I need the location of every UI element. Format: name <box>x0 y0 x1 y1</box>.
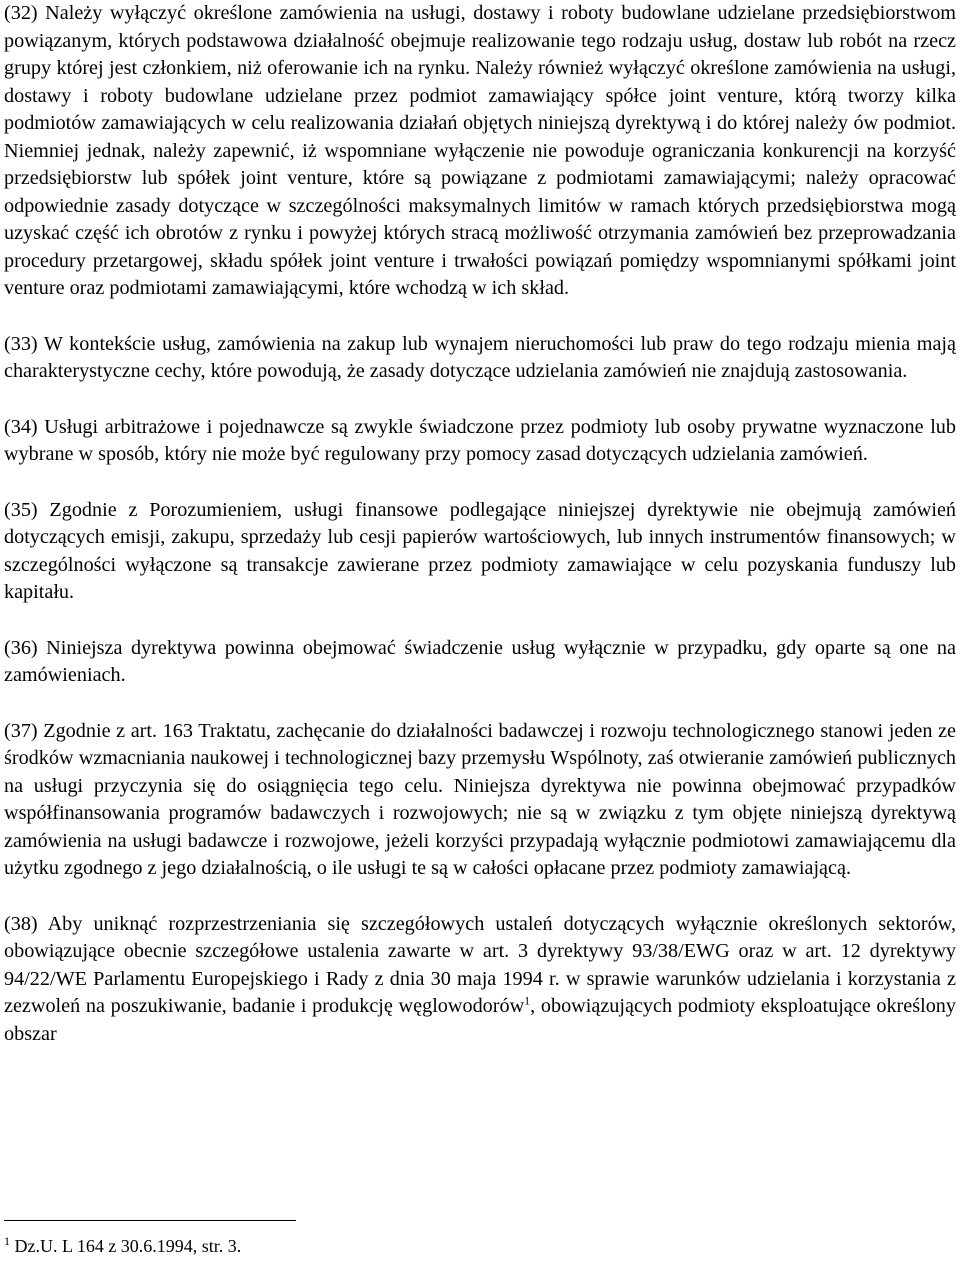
footnote-separator <box>4 1220 296 1221</box>
document-page <box>4 0 956 1256</box>
footnote-text: Dz.U. L 164 z 30.6.1994, str. 3. <box>10 1236 242 1256</box>
paragraph-33: (33) W kontekście usług, zamówienia na zakup lub wynajem nieruchomości lub praw do tego rodzaju mienia mają charakterystyczne cechy, które powodują, że zasady dotyczące udzielania zamówień nie znajdują zastosowania. <box>4 332 956 382</box>
paragraph-38-continuation: , obowiązujących podmioty eksploatujące określony obszar <box>4 995 956 1045</box>
paragraph-37: (37) Zgodnie z art. 163 Traktatu, zachęcanie do działalności badawczej i rozwoju technologicznego stanowi jeden ze środków wzmacniania naukowej i technologicznej bazy przemysłu Wspólnoty, zaś otwieranie zamówień publicznych na usługi przyczynia się do osiągnięcia tego celu. Niniejsza dyrektywa nie powinna obejmować przypadków współfinansowania programów badawczych i rozwojowych; nie są w związku z tym objęte niniejszą dyrektywą zamówienia na usługi badawcze i rozwojowe, jeżeli korzyści przypadają wyłącznie podmiotowi zamawiającemu dla użytku zgodnego z jego działalnością, o ile usługi te są w całości opłacane przez podmioty zamawiającą. <box>4 719 956 879</box>
paragraph-38-text: (38) Aby uniknąć rozprzestrzeniania się szczegółowych ustaleń dotyczących wyłącznie określonych sektorów, obowiązujące obecnie szczegółowe ustalenia zawarte w art. 3 dyrektywy 93/38/EWG oraz w art. 12 dyrektywy 94/22/WE Parlamentu Europejskiego i Rady z dnia 30 maja 1994 r. w sprawie warunków udzielania i korzystania z zezwoleń na poszukiwanie, badanie i produkcję węglowodorów <box>4 912 956 1017</box>
paragraph-36: (36) Niniejsza dyrektywa powinna obejmować świadczenie usług wyłącznie w przypadku, gdy oparte są one na zamówieniach. <box>4 636 956 686</box>
paragraph-34: (34) Usługi arbitrażowe i pojednawcze są zwykle świadczone przez podmioty lub osoby prywatne wyznaczone lub wybrane w sposób, który nie może być regulowany przy pomocy zasad dotyczących udzielania zamówień. <box>4 415 956 465</box>
paragraph-38 <box>4 911 956 1049</box>
paragraph-35: (35) Zgodnie z Porozumieniem, usługi finansowe podlegające niniejszej dyrektywie nie obejmują zamówień dotyczących emisji, zakupu, sprzedaży lub cesji papierów wartościowych, lub innych instrumentów finansowych; w szczególności wyłączone są transakcje zawierane przez podmioty zamawiające w celu pozyskania funduszy lub kapitału. <box>4 498 956 603</box>
paragraph-32: (32) Należy wyłączyć określone zamówienia na usługi, dostawy i roboty budowlane udzielane przedsiębiorstwom powiązanym, których podstawowa działalność obejmuje realizowanie tego rodzaju usług, dostaw lub robót na rzecz grupy której jest członkiem, niż oferowanie ich na rynku. Należy również wyłączyć określone zamówienia na usługi, dostawy i roboty budowlane udzielane przez podmiot zamawiający spółce joint venture, którą tworzy kilka podmiotów zamawiających w celu realizowania działań objętych niniejszą dyrektywą i do której należy ów podmiot. Niemniej jednak, należy zapewnić, iż wspomniane wyłączenie nie powoduje ograniczania konkurencji na korzyść przedsiębiorstw lub spółek joint venture, które są powiązane z podmiotami zamawiającymi; należy opracować odpowiednie zasady dotyczące w szczególności maksymalnych limitów w ramach których przedsiębiorstwa mogą uzyskać część ich obrotów z rynku i powyżej których stracą możliwość otrzymania zamówień bez przeprowadzania procedury przetargowej, składu spółek joint venture i trwałości powiązań pomiędzy wspomnianymi spółkami joint venture oraz podmiotami zamawiającymi, które wchodzą w ich skład. <box>4 2 956 299</box>
footnote-marker: 1 <box>4 1234 10 1248</box>
footnote-reference[interactable]: 1 <box>524 993 531 1008</box>
footnote <box>4 1235 241 1257</box>
